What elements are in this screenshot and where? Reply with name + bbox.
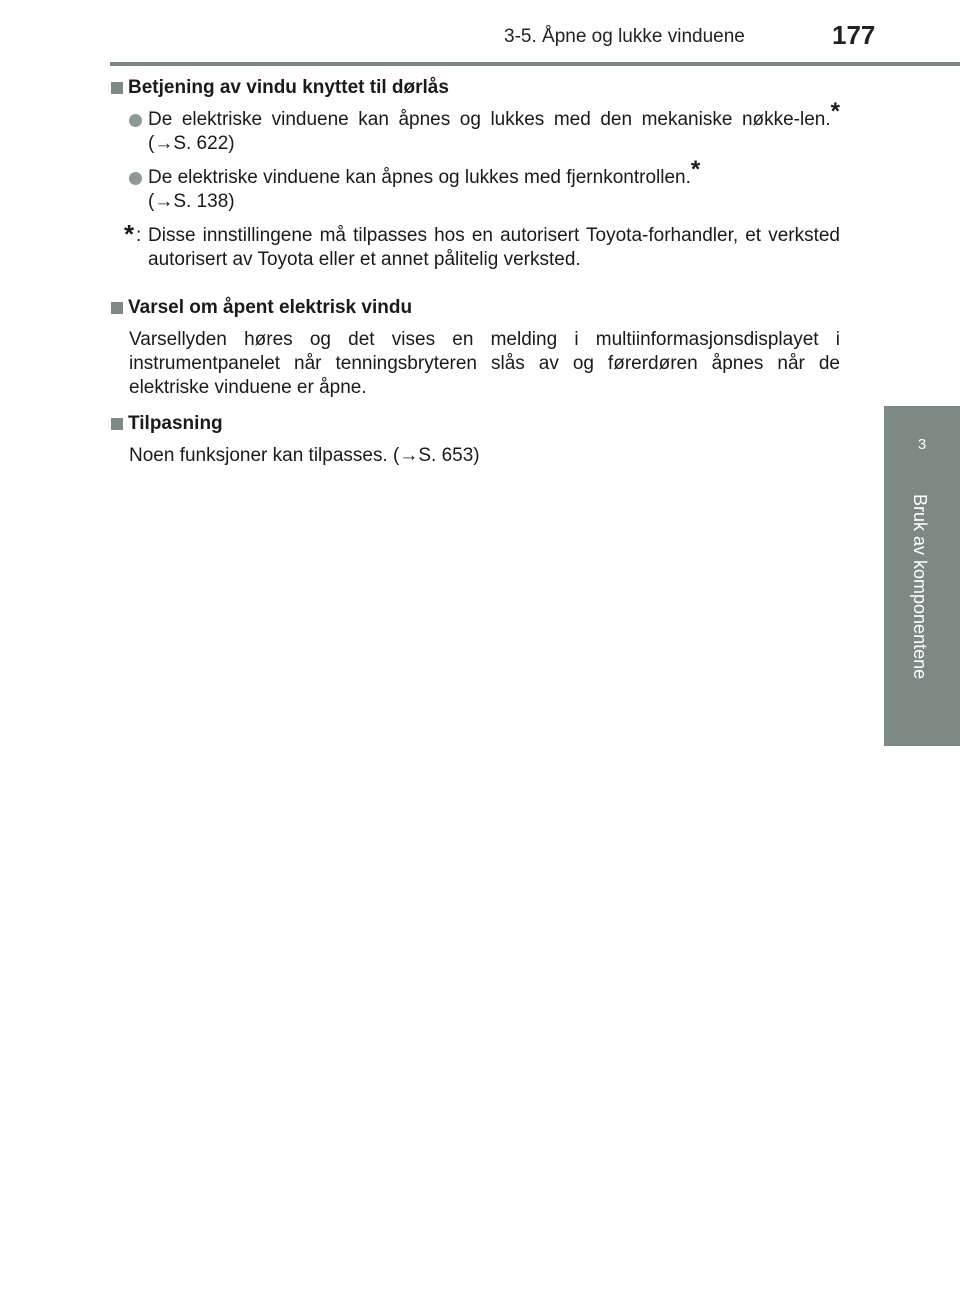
- header-section-title: 3-5. Åpne og lukke vinduene: [504, 26, 745, 47]
- page-reference[interactable]: (→S. 138): [148, 191, 235, 212]
- heading-text: Betjening av vindu knyttet til dørlås: [128, 77, 449, 98]
- footnote-text: Disse innstillingene må tilpasses hos en autorisert Toyota-forhandler, et verksted autorisert av Toyota eller et annet pålitelig verksted.: [148, 225, 840, 270]
- page-reference[interactable]: (→S. 622): [148, 133, 235, 154]
- section-body: Varsellyden høres og det vises en melding i multiinformasjonsdisplayet i instrumentpanelet når tenningsbryteren slås av og førerdøren åpnes når de elektriske vinduene er åpne.: [129, 329, 840, 398]
- list-item: [110, 98, 840, 156]
- footnote-star: *: [124, 219, 135, 249]
- bullet-text: De elektriske vinduene kan åpnes og lukkes med den mekaniske nøkke-len.: [148, 109, 831, 130]
- square-bullet-icon: [111, 418, 123, 430]
- round-bullet-icon: [129, 172, 142, 185]
- page-number: 177: [832, 20, 876, 50]
- square-bullet-icon: [111, 82, 123, 94]
- bullet-text: De elektriske vinduene kan åpnes og lukkes med fjernkontrollen.: [148, 167, 691, 188]
- section-heading: [110, 76, 840, 100]
- list-item: [110, 156, 840, 214]
- footnote-marker: *: [690, 156, 701, 183]
- section-body: Noen funksjoner kan tilpasses. (→S. 653): [129, 445, 480, 466]
- chapter-number: 3: [917, 436, 927, 453]
- main-content: [110, 76, 840, 480]
- footnote-colon: :: [136, 225, 142, 246]
- round-bullet-icon: [129, 114, 142, 127]
- section-heading: [110, 412, 840, 436]
- heading-text: Varsel om åpent elektrisk vindu: [128, 297, 413, 318]
- footnote: [110, 219, 840, 272]
- header-divider: [110, 62, 960, 66]
- footnote-marker: *: [830, 98, 840, 125]
- chapter-side-tab: [884, 406, 960, 746]
- chapter-label: Bruk av komponentene: [910, 494, 930, 680]
- square-bullet-icon: [111, 302, 123, 314]
- section-heading: [110, 296, 840, 320]
- heading-text: Tilpasning: [128, 413, 223, 434]
